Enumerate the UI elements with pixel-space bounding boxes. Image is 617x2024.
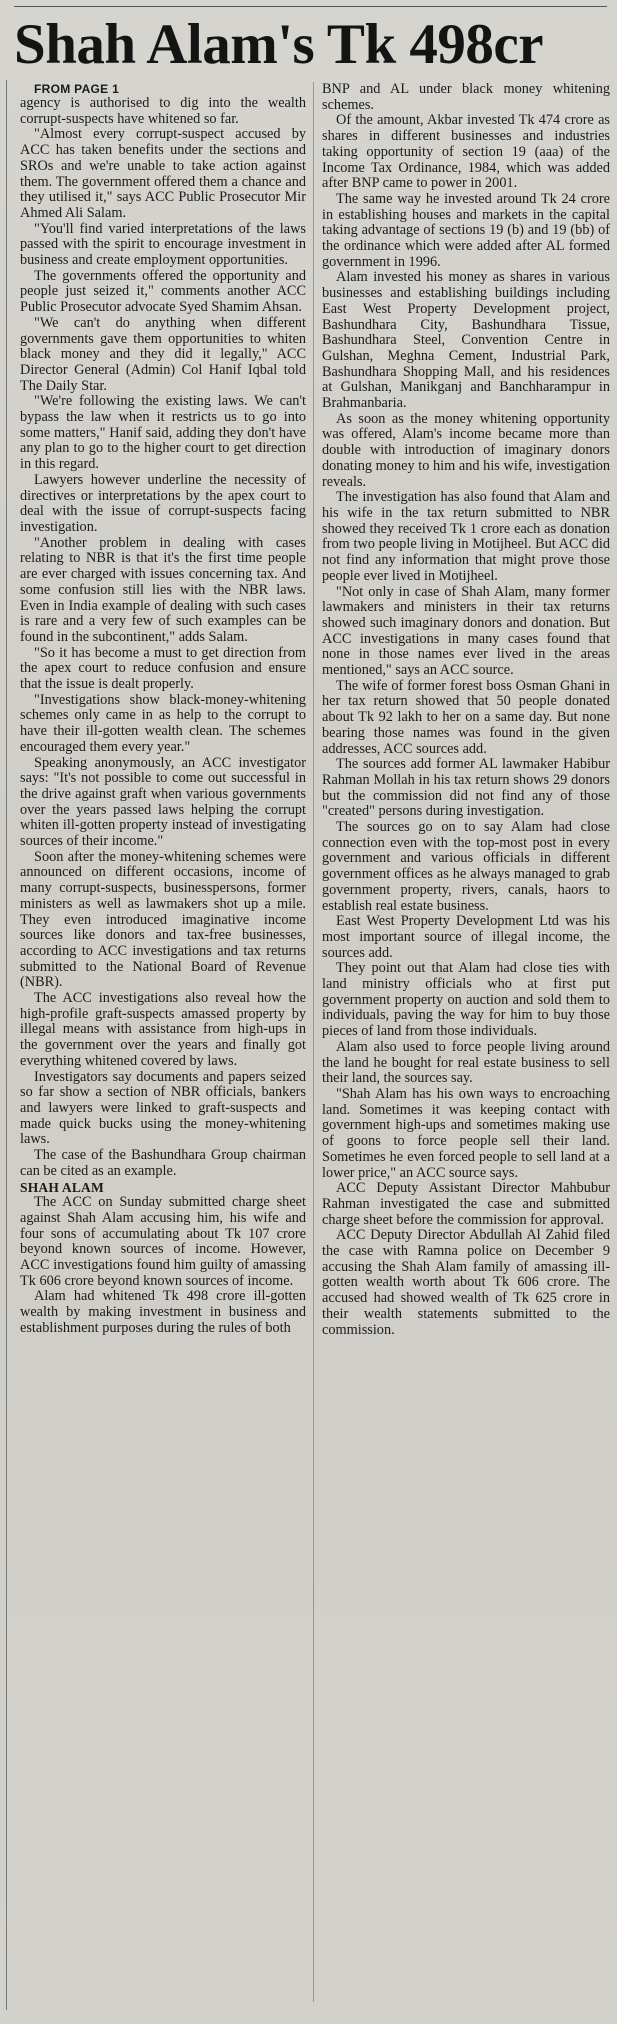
article-paragraph: Soon after the money-whitening schemes were announced on different occasions, income of many corrupt-suspects, businesspersons, former ministers as well as lawmakers shot up a mile. They even introduced imaginative income sources like donors and tax-free businesses, according to ACC investigations and tax returns submitted to the National Board of Revenue (NBR). — [20, 848, 306, 991]
article-paragraph: The wife of former forest boss Osman Ghani in her tax return showed that 50 people donated about Tk 92 lakh to her on a same day. But none bearing those names was found in the given addresses, ACC sources add. — [322, 677, 610, 757]
article-column-right — [322, 82, 610, 2012]
article-paragraph: "Another problem in dealing with cases relating to NBR is that it's the first time people are ever charged with issues concerning tax. And some confusion still lies with the NBR laws. Even in India example of dealing with such cases is rare and a very few of such examples can be found in the subcontinent," adds Salam. — [20, 534, 306, 645]
article-paragraph: BNP and AL under black money whitening schemes. — [322, 82, 610, 113]
article-paragraph: The same way he invested around Tk 24 crore in establishing houses and markets in the capital taking advantage of sections 19 (b) and 19 (bb) of the ordinance which were added after AL formed government in 1996. — [322, 190, 610, 270]
article-paragraph: ACC Deputy Assistant Director Mahbubur Rahman investigated the case and submitted charge sheet before the commission for approval. — [322, 1180, 610, 1228]
left-margin-rule — [6, 80, 7, 2010]
article-paragraph: "You'll find varied interpretations of the laws passed with the spirit to encourage investment in business and create employment opportunities. — [20, 220, 306, 269]
headline: Shah Alam's Tk 498cr — [14, 13, 543, 76]
article-paragraph: Of the amount, Akbar invested Tk 474 crore as shares in different businesses and industries taking opportunity of section 19 (aaa) of the Income Tax Ordinance, 1984, which was added after BNP came to power in 2001. — [322, 112, 610, 192]
article-paragraph: The investigation has also found that Alam and his wife in the tax return submitted to NBR showed they received Tk 1 crore each as donation from two people living in Motijheel. But ACC did not find any information that might prove those people ever lived in Motijheel. — [322, 489, 610, 584]
article-paragraph: Alam also used to force people living around the land he bought for real estate business to sell their land, the sources say. — [322, 1038, 610, 1087]
article-paragraph: The sources add former AL lawmaker Habibur Rahman Mollah in his tax return shows 29 donors but the commission did not find any of those "created" persons during investigation. — [322, 756, 610, 820]
article-paragraph: ACC Deputy Director Abdullah Al Zahid filed the case with Ramna police on December 9 accusing the Shah Alam family of amassing ill-gotten wealth worth about Tk 606 crore. The accused had showed wealth of Tk 625 crore in their wealth statements submitted to the commission. — [322, 1227, 610, 1338]
article-paragraph: The ACC on Sunday submitted charge sheet against Shah Alam accusing him, his wife and four sons of accumulating about Tk 107 crore beyond known sources of income. However, ACC investigations found him guilty of amassing Tk 606 crore beyond known sources of income. — [20, 1194, 306, 1289]
article-paragraph: Speaking anonymously, an ACC investigator says: "It's not possible to come out successful in the drive against graft when various governments over the years passed laws helping the corrupt whiten ill-gotten property instead of investigating sources of their income." — [20, 754, 306, 850]
article-paragraph: "Almost every corrupt-suspect accused by ACC has taken benefits under the sections and SROs and we're unable to take action against them. The government offered them a chance and they utilised it," says ACC Public Prosecutor Mir Ahmed Ali Salam. — [20, 126, 306, 221]
column-divider — [313, 82, 314, 2002]
article-paragraph: "Investigations show black-money-whitening schemes only came in as help to the corrupt to have their ill-gotten wealth clean. The schemes encouraged them every year." — [20, 691, 306, 755]
article-paragraph: "We can't do anything when different governments gave them opportunities to whiten black money and they did it legally," ACC Director General (Admin) Col Hanif Iqbal told The Daily Star. — [20, 314, 306, 394]
article-paragraph: Alam invested his money as shares in various businesses and establishing buildings including East West Property Development project, Bashundhara City, Bashundhara Tissue, Bashundhara Steel, Convention Centre in Gulshan, Meghna Cement, Industrial Park, Bashundhara Shopping Mall, and his residences at Gulshan, Manikganj and Banchharampur in Brahmanbaria. — [322, 269, 610, 412]
article-paragraph: agency is authorised to dig into the wealth corrupt-suspects have whitened so far. — [20, 95, 306, 127]
article-paragraph: The ACC investigations also reveal how the high-profile graft-suspects amassed property by illegal means with assistance from high-ups in the government over the years and finally got everything whitened covered by laws. — [20, 990, 306, 1069]
section-subhead: SHAH ALAM — [20, 1179, 104, 1195]
continuation-kicker: FROM PAGE 1 — [34, 82, 120, 96]
article-paragraph: The sources go on to say Alam had close connection even with the top-most post in every government and various officials in different government offices as he always managed to grab government property, rivers, canals, haors to establish real estate business. — [322, 819, 610, 914]
article-paragraph: Investigators say documents and papers seized so far show a section of NBR officials, bankers and lawyers were linked to graft-suspects and made quick bucks using the money-whitening laws. — [20, 1068, 306, 1148]
article-paragraph: Alam had whitened Tk 498 crore ill-gotten wealth by making investment in business and establishment purposes during the rules of both — [20, 1288, 306, 1336]
article-paragraph: "We're following the existing laws. We can't bypass the law when it restricts us to go into some matters," Hanif said, adding they don't have any plan to go to the higher court to get direction in this regard. — [20, 393, 306, 473]
top-rule — [14, 6, 607, 7]
article-paragraph: As soon as the money whitening opportunity was offered, Alam's income became more than double with introduction of imaginary donors donating money to him and his wife, investigation reveals. — [322, 410, 610, 490]
article-paragraph: East West Property Development Ltd was his most important source of illegal income, the sources add. — [322, 913, 610, 961]
article-column-left — [20, 82, 306, 2012]
article-paragraph: "Not only in case of Shah Alam, many former lawmakers and ministers in their tax returns showed such imaginary donors and donation. But ACC investigations in many cases found that none in those names ever lived in the areas mentioned," says an ACC source. — [322, 583, 610, 679]
article-paragraph: "Shah Alam has his own ways to encroaching land. Sometimes it was keeping contact with government high-ups and sometimes making use of goons to force people sell their land. Sometimes he even forced people to sell land at a lower price," an ACC source says. — [322, 1086, 610, 1181]
article-paragraph: "So it has become a must to get direction from the apex court to reduce confusion and ensure that the issue is dealt properly. — [20, 644, 306, 693]
article-paragraph: The case of the Bashundhara Group chairman can be cited as an example. — [20, 1147, 306, 1179]
article-paragraph: The governments offered the opportunity and people just seized it," comments another ACC Public Prosecutor advocate Syed Shamim Ahsan. — [20, 267, 306, 316]
article-paragraph: They point out that Alam had close ties with land ministry officials who at first put government property on auction and sold them to individuals, paving the way for him to buy those pieces of land from those individuals. — [322, 960, 610, 1040]
article-paragraph: Lawyers however underline the necessity of directives or interpretations by the apex court to deal with the issue of corrupt-suspects facing investigation. — [20, 471, 306, 535]
